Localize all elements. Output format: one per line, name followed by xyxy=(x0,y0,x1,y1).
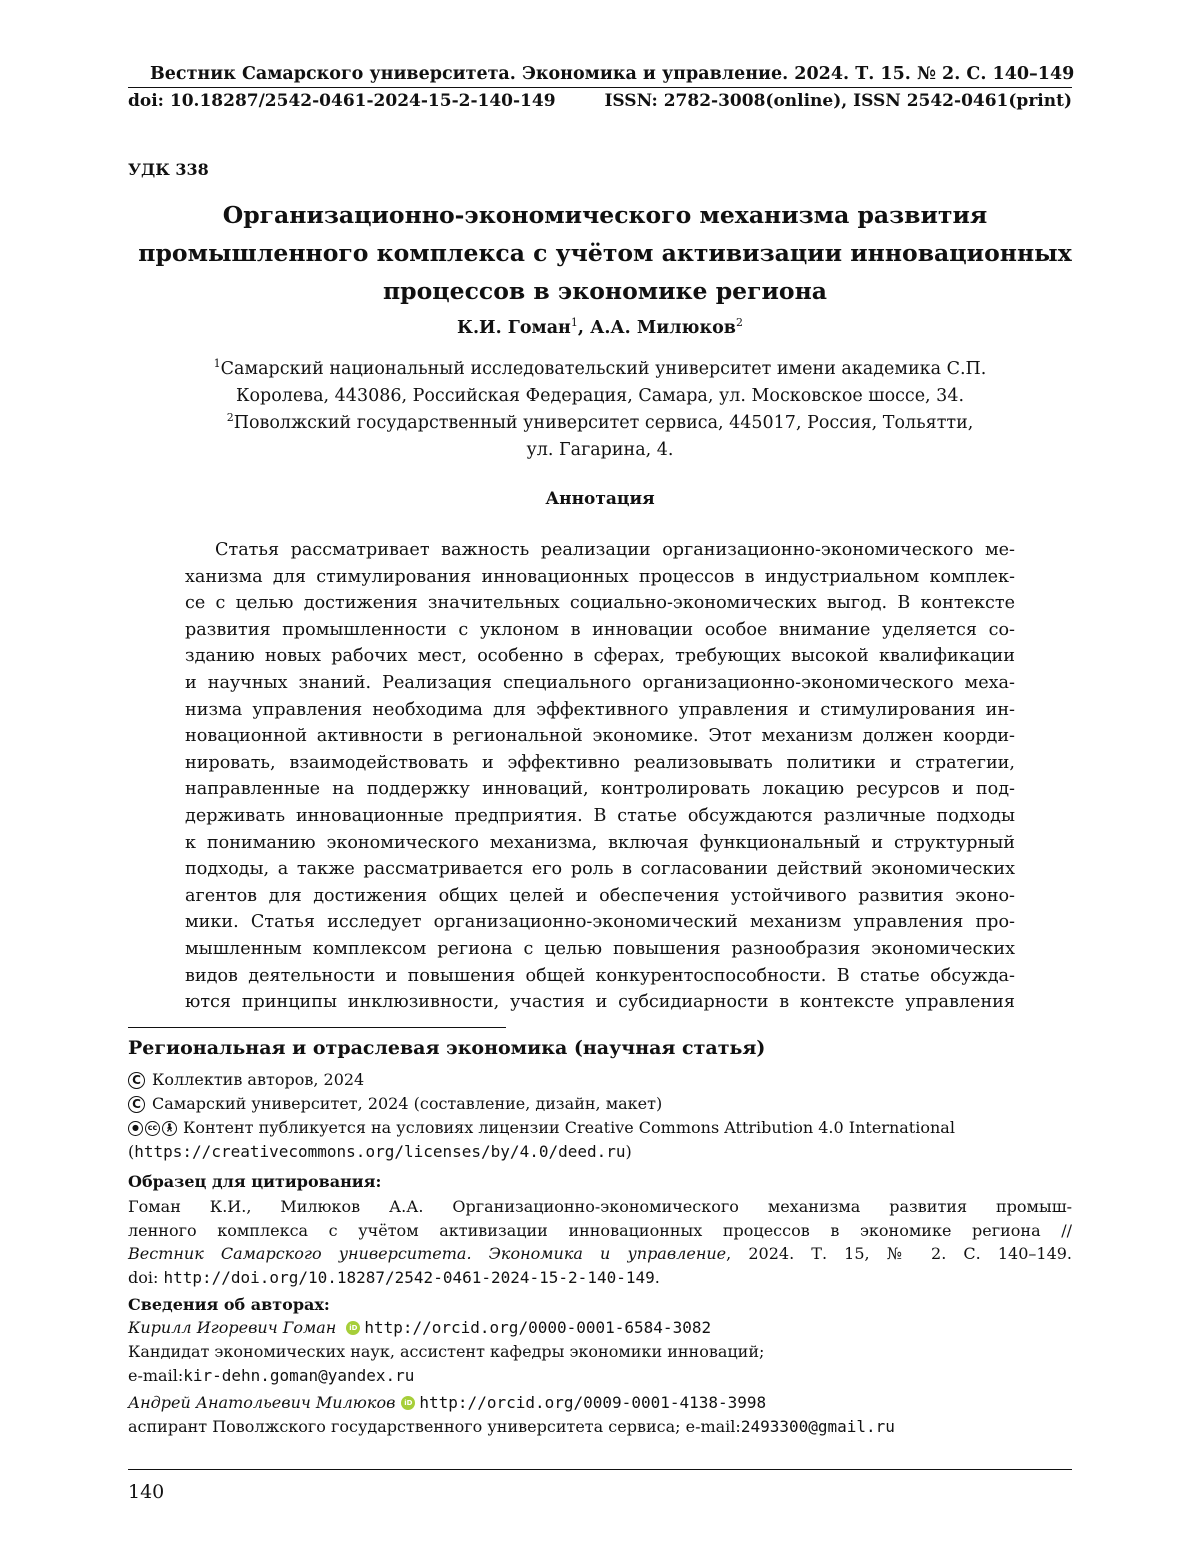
affiliation-marker: 1 xyxy=(570,316,578,329)
license-icons xyxy=(128,1121,177,1136)
license-url-paren: ( xyxy=(128,1142,135,1161)
abstract-line: низма управления необходима для эффективного управления и стимулирования ин- xyxy=(185,699,1015,720)
footer-rule xyxy=(128,1469,1072,1470)
affiliation-text: Королева, 443086, Российская Федерация, Самара, ул. Московское шоссе, 34. xyxy=(235,386,965,406)
author-full-name: Андрей Анатольевич Милюков xyxy=(128,1393,396,1412)
citation-line: Гоман К.И., Милюков А.А. Организационно-экономического механизма развития промыш- xyxy=(128,1197,1072,1216)
footnote-rule xyxy=(128,1027,506,1028)
copyright-icon: C xyxy=(128,1096,145,1113)
citation-journal: Вестник Самарского университета. Экономика и управление xyxy=(128,1244,727,1263)
orcid-link[interactable]: http://orcid.org/0009-0001-4138-3998 xyxy=(419,1393,767,1412)
udk-code: УДК 338 xyxy=(128,160,209,179)
abstract-line: нировать, взаимодействовать и эффективно реализовывать политики и стратегии, xyxy=(185,752,1015,773)
author-separator: , xyxy=(577,318,591,338)
author-full-name: Кирилл Игоревич Гоман xyxy=(128,1318,337,1337)
author-list xyxy=(100,318,1100,338)
issn-header: ISSN: 2782-3008(online), ISSN 2542-0461(print) xyxy=(604,91,1072,111)
license-link[interactable]: https://creativecommons.org/licenses/by/4.0/deed.ru xyxy=(134,1142,626,1161)
page-number: 140 xyxy=(128,1481,165,1503)
abstract-line: подходы, а также рассматривается его роль в согласовании действий экономических xyxy=(185,859,1015,880)
citation-heading: Образец для цитирования: xyxy=(128,1172,382,1191)
abstract-line: к пониманию экономического механизма, включая функциональный и структурный xyxy=(185,832,1015,853)
title-line: процессов в экономике региона xyxy=(382,277,828,305)
email-label: e-mail: xyxy=(128,1366,184,1385)
citation-issue: , 2024. Т. 15, № 2. С. 140–149. xyxy=(726,1244,1073,1263)
copyright-line: Самарский университет, 2024 (составление, дизайн, макет) xyxy=(152,1094,663,1113)
abstract-line: держивать инновационные предприятия. В статье обсуждаются различные подходы xyxy=(185,805,1015,826)
abstract-line: зданию новых рабочих мест, особенно в сферах, требующих высокой квалификации xyxy=(185,646,1015,667)
affiliation-marker: 1 xyxy=(213,357,221,370)
author-name: К.И. Гоман xyxy=(457,318,571,338)
author-name: А.А. Милюков xyxy=(590,318,736,338)
abstract-line: видов деятельности и повышения общей конкурентоспособности. В статье обсужда- xyxy=(185,965,1015,986)
copyright-block xyxy=(128,1068,1078,1164)
license-text: Контент публикуется на условиях лицензии Creative Commons Attribution 4.0 International xyxy=(183,1118,955,1137)
article-title xyxy=(100,196,1110,310)
orcid-icon: iD xyxy=(346,1321,360,1335)
abstract-line: направленные на поддержку инноваций, контролировать локацию ресурсов и под- xyxy=(185,779,1015,800)
doi-header: doi: 10.18287/2542-0461-2024-15-2-140-149 xyxy=(128,91,556,111)
abstract-line: ются принципы инклюзивности, участия и субсидиарности в контексте управления xyxy=(185,992,1015,1013)
by-person-icon: ● xyxy=(128,1121,143,1136)
citation-doi-link[interactable]: http://doi.org/10.18287/2542-0461-2024-15-2-140-149 xyxy=(163,1267,655,1287)
author-email[interactable]: 2493300@gmail.ru xyxy=(740,1417,895,1436)
journal-header: Вестник Самарского университета. Экономика и управление. 2024. Т. 15. № 2. С. 140–149 xyxy=(150,64,1075,84)
affiliations xyxy=(100,356,1100,464)
author-email[interactable]: kir-dehn.goman@yandex.ru xyxy=(183,1366,415,1385)
license-url-paren: ) xyxy=(625,1142,632,1161)
citation-doi-label: doi: xyxy=(128,1267,164,1287)
affiliation-text: Поволжский государственный университет сервиса, 445017, Россия, Тольятти, xyxy=(233,413,974,433)
title-line: Организационно-экономического механизма развития xyxy=(222,201,988,229)
affiliation-text: Самарский национальный исследовательский университет имени академика С.П. xyxy=(220,359,987,379)
citation-line: ленного комплекса с учётом активизации инновационных процессов в экономике региона // xyxy=(128,1220,1072,1240)
about-authors-heading: Сведения об авторах: xyxy=(128,1295,330,1314)
header-rule xyxy=(128,87,1072,88)
abstract-line: развития промышленности с уклоном в инновации особое внимание уделяется со- xyxy=(185,619,1015,640)
abstract-line: новационной активности в региональной экономике. Этот механизм должен коорди- xyxy=(185,726,1015,747)
abstract-line: се с целью достижения значительных социально-экономических выгод. В контексте xyxy=(185,593,1015,614)
abstract-body xyxy=(185,537,1015,1016)
citation-line xyxy=(128,1266,1072,1290)
abstract-heading: Аннотация xyxy=(545,489,655,509)
abstract-line: и научных знаний. Реализация специального организационно-экономического меха- xyxy=(185,672,1015,693)
about-authors-body xyxy=(128,1316,1072,1439)
citation-end: . xyxy=(654,1267,660,1287)
orcid-icon: iD xyxy=(401,1396,415,1410)
abstract-line: ханизма для стимулирования инновационных процессов в индустриальном комплек- xyxy=(185,566,1015,587)
abstract-line: агентов для достижения общих целей и обеспечения устойчивого развития эконо- xyxy=(185,885,1015,906)
author-description: Кандидат экономических наук, ассистент кафедры экономики инноваций; xyxy=(128,1342,765,1361)
abstract-line: Статья рассматривает важность реализации организационно-экономического ме- xyxy=(215,540,1015,560)
affiliation-marker: 2 xyxy=(735,316,743,329)
cc-icon: cc xyxy=(145,1121,160,1136)
affiliation-text: ул. Гагарина, 4. xyxy=(526,440,674,460)
citation-body xyxy=(128,1195,1072,1289)
attribution-icon: 🚶︎ xyxy=(162,1121,177,1136)
article-rubric: Региональная и отраслевая экономика (научная статья) xyxy=(128,1037,766,1059)
citation-line xyxy=(128,1242,1072,1266)
abstract-line: мики. Статья исследует организационно-экономический механизм управления про- xyxy=(185,912,1015,933)
abstract-line: мышленным комплексом региона с целью повышения разнообразия экономических xyxy=(185,938,1015,959)
copyright-icon: C xyxy=(128,1072,145,1089)
affiliation-marker: 2 xyxy=(226,411,234,424)
title-line: промышленного комплекса с учётом активизации инновационных xyxy=(138,239,1072,267)
orcid-link[interactable]: http://orcid.org/0000-0001-6584-3082 xyxy=(364,1318,712,1337)
copyright-line: Коллектив авторов, 2024 xyxy=(152,1070,365,1089)
author-description: аспирант Поволжского государственного университета сервиса; e-mail: xyxy=(128,1417,741,1436)
